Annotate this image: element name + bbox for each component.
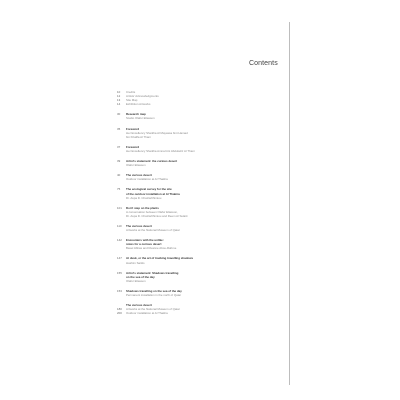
entry-text: bin Khalifa Al Thani	[126, 134, 151, 139]
entry-text: Exhibition Artworks	[126, 102, 151, 107]
entry-text: on the sea of the day	[126, 274, 155, 279]
toc-entry	[117, 289, 285, 297]
page-number: 10	[117, 90, 121, 94]
page-number: 12	[117, 94, 121, 99]
page-number: 37	[117, 144, 121, 149]
page-number: 101	[117, 205, 122, 210]
entry-text: Artist's statement: Shadows travelling	[126, 270, 179, 275]
entry-text: Olafur Eliasson	[126, 163, 146, 168]
entry-text: Encounters with the unlike:	[126, 238, 164, 243]
entry-text: Outdoor installation at Al Thakira	[126, 311, 168, 316]
toc-line	[117, 177, 285, 181]
entry-text: Outdoor installation at Al Thakira	[126, 177, 168, 182]
toc-entry	[117, 173, 285, 181]
toc-line	[117, 163, 285, 167]
entry-text: Dr. Aspa D. Chatziefthimiou and Reem Al Sulaiti	[126, 213, 188, 218]
toc-entry	[117, 159, 285, 167]
entry-text: Hashim Sarkis	[126, 260, 145, 265]
table-of-contents	[117, 90, 285, 315]
entry-text: The ecological survey for the site	[126, 187, 172, 192]
page-number: 39	[117, 159, 121, 164]
page-number: 153	[117, 288, 122, 293]
page-number: 14	[117, 102, 121, 107]
page-number: 75	[117, 187, 121, 192]
toc-line	[117, 196, 285, 200]
toc-line	[117, 261, 285, 265]
toc-line	[117, 311, 285, 315]
entry-text: Don't step on the plants	[126, 205, 159, 210]
entry-text: Basel Abbas and Ruanne Abou-Rahme	[126, 246, 177, 251]
entry-text: Artist's statement: the curious desert	[126, 159, 178, 164]
page-number: 180	[117, 307, 122, 312]
toc-entry	[117, 145, 285, 153]
toc-line	[117, 293, 285, 297]
toc-entry	[117, 224, 285, 232]
page-number: 40	[117, 173, 121, 178]
book-page	[109, 22, 290, 385]
toc-entry	[117, 112, 285, 120]
entry-text: of the outdoor installation at Al Thakira	[126, 191, 180, 196]
entry-text: Artworks at the National Museum of Qatar	[126, 228, 180, 233]
toc-line	[117, 228, 285, 232]
entry-text: Her Excellency Sheikha Al Mayassa bint Hamad	[126, 130, 188, 135]
toc-line	[117, 116, 285, 120]
entry-text: Credits	[126, 90, 136, 94]
page-number: 147	[117, 256, 122, 261]
entry-text: Foreword	[126, 126, 140, 131]
entry-text: At dusk, or the art of tracking travelling shadows	[126, 256, 194, 261]
page-number: 155	[117, 270, 122, 275]
toc-line	[117, 135, 285, 139]
entry-text: Dr. Aspa D. Chatziefthimiou	[126, 195, 162, 200]
toc-line	[117, 149, 285, 153]
entry-text: Studio Olafur Eliasson	[126, 116, 155, 121]
entry-text: Permanent installation in the north of Qatar	[126, 293, 182, 297]
entry-text: Foreword	[126, 144, 140, 149]
page-number: 30	[117, 112, 121, 117]
toc-line	[117, 214, 285, 218]
toc-entry	[117, 271, 285, 283]
entry-text: Shadows travelling on the sea of the day	[126, 288, 182, 293]
toc-entry	[117, 90, 285, 106]
entry-text: The curious desert	[126, 173, 152, 178]
toc-line	[117, 246, 285, 250]
page-number: 200	[117, 311, 122, 316]
entry-text: Research map	[126, 112, 146, 117]
entry-text: notes for a curious desert	[126, 242, 162, 247]
entry-text: A conversation between Olafur Eliasson,	[126, 209, 178, 214]
toc-entry	[117, 127, 285, 139]
entry-text: Her Excellency Sheikha Amna bint Abdulaziz Al Thani	[126, 148, 195, 153]
entry-text: Olafur Eliasson	[126, 278, 146, 283]
entry-text: The curious desert	[126, 303, 152, 308]
entry-text: The curious desert	[126, 223, 152, 228]
page-number: 110	[117, 223, 122, 228]
page-number: 142	[117, 238, 122, 243]
toc-line	[117, 102, 285, 106]
entry-text: Artists' Acknowledgments	[126, 94, 159, 99]
entry-text: Site Map	[126, 98, 138, 103]
toc-entry	[117, 256, 285, 264]
page-number: 13	[117, 98, 121, 103]
toc-entry	[117, 187, 285, 199]
page-title: Contents	[249, 60, 278, 67]
entry-text: Artworks at the National Museum of Qatar	[126, 307, 180, 312]
toc-line	[117, 279, 285, 283]
toc-entry	[117, 303, 285, 315]
page-number: 35	[117, 126, 121, 131]
toc-entry	[117, 206, 285, 218]
toc-entry	[117, 238, 285, 250]
